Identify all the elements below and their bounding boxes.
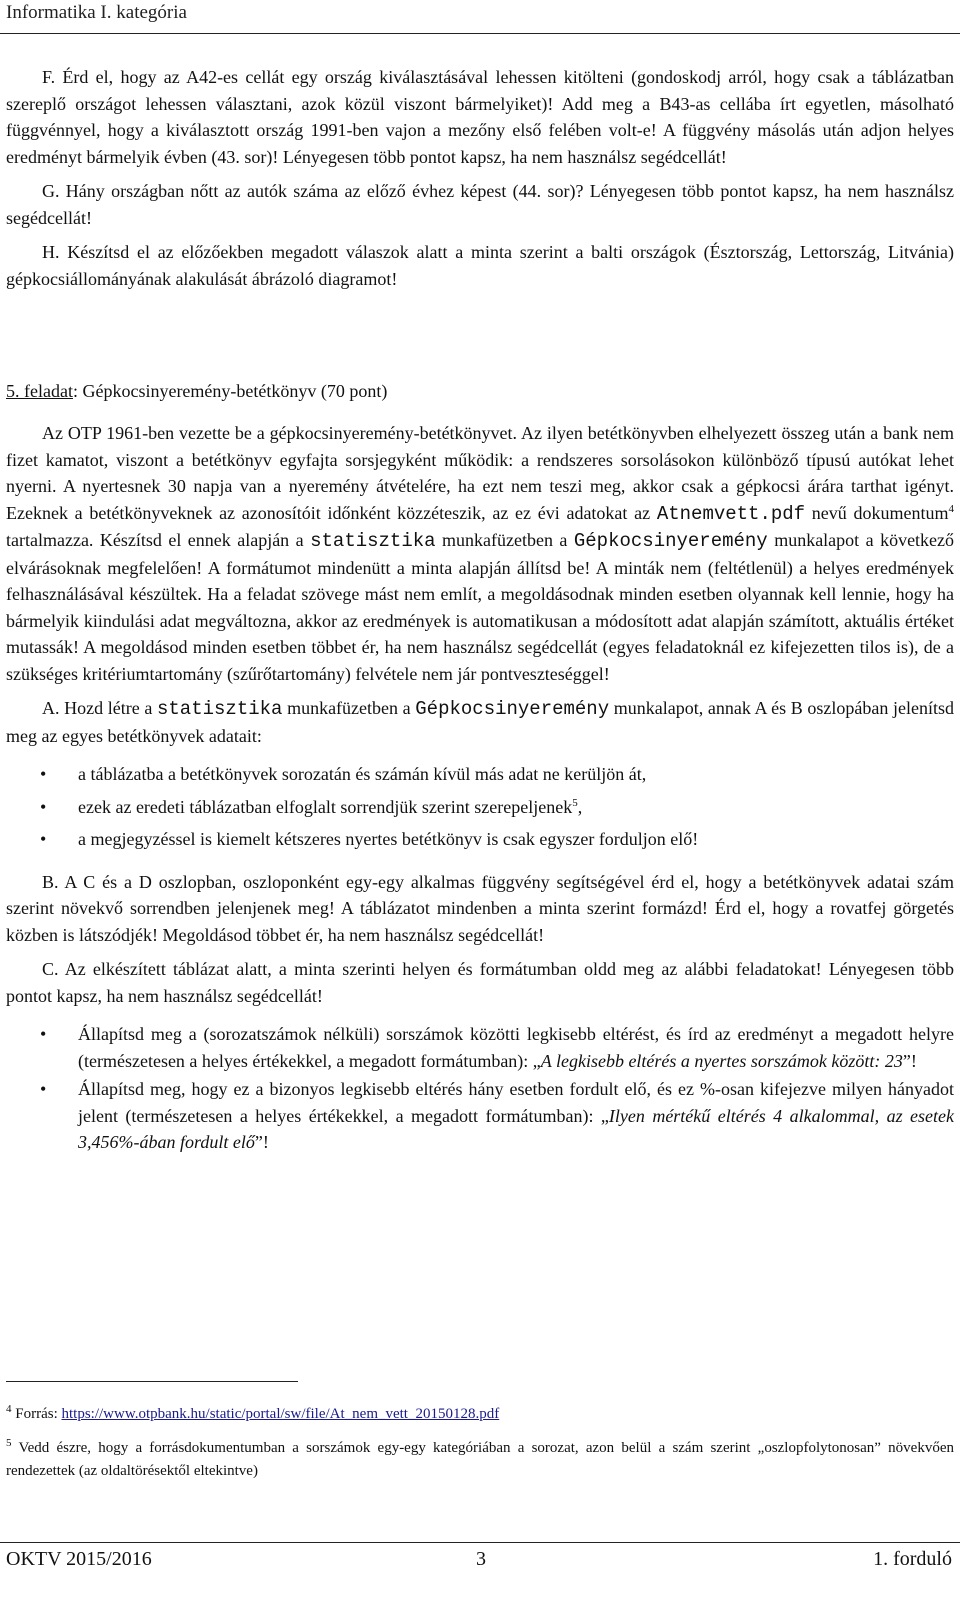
intro-sheet-name: Gépkocsinyeremény [573, 530, 768, 552]
task-a-text-3: munkalapot, annak A és B oszlopában jelenítsd meg az egyes betétkönyvek adatait: [6, 698, 955, 746]
task-a-text-2: munkafüzetben a [287, 698, 411, 718]
list-item [6, 1076, 954, 1156]
list-item [6, 761, 954, 788]
footer-divider [0, 1542, 960, 1543]
task-c-list [6, 1021, 954, 1156]
footer-right: 1. forduló [873, 1548, 952, 1570]
intro-text-5: munkalapot a következő elvárásoknak megfelelően! A formátumot mindenütt a minta alapján állítsd be! A minták nem (feltétlenül) a helyes eredmények felhasználásával készültek. Ha a feladat szövege mást nem említ, a megoldásodnak minden esetben olyannak kell lennie, hogy ha bármelyik kiindulási adat megváltozna, akkor az eredmények is automatikusan a módosított adat alapján számított, aktuális értéket mutassák! A megoldásod minden esetben többet ér, ha nem használsz segédcellát (egyes feladatoknál ez kifejezetten tilos is), de a szükséges kritériumtartomány (szűrőtartomány) felvétele nem jár pontveszteséggel! [6, 530, 955, 684]
footnote-ref-5: 5 [572, 796, 578, 809]
list-item [6, 794, 954, 821]
list-item-text: Állapítsd meg, hogy ez a bizonyos legkisebb eltérés hány esetben fordult elő, és ez %-osan kifejezve milyen hányadot jelent (természetesen a helyes értékekkel, a megadott formátumban): „ [78, 1079, 954, 1126]
list-item-punct: ”! [902, 1050, 917, 1071]
source-link[interactable]: https://www.otpbank.hu/static/portal/sw/file/At_nem_vett_20150128.pdf [61, 1406, 500, 1422]
intro-text-3: tartalmazza. Készítsd el ennek alapján a [6, 530, 304, 550]
task5-label: 5. feladat [6, 381, 73, 401]
footnote-text: Vedd észre, hogy a forrásdokumentumban a sorszámok egy-egy kategóriában a sorozat, azon belül a szám szerint „oszlopfolytonosan” növekvően rendezettek (az oldaltörésektől eltekintve) [6, 1440, 954, 1479]
list-item [6, 1021, 954, 1074]
task-a-list [6, 761, 954, 853]
footer-left: OKTV 2015/2016 [6, 1548, 152, 1570]
task-g-paragraph: G. Hány országban nőtt az autók száma az előző évhez képest (44. sor)? Lényegesen több pontot kapsz, ha nem használsz segédcellát! [6, 181, 954, 228]
page-number: 3 [476, 1548, 486, 1570]
task5-heading [6, 378, 954, 404]
footnote-number: 4 [6, 1403, 12, 1415]
bullet-icon: • [40, 1024, 47, 1044]
bullet-icon: • [40, 796, 47, 817]
footnote-label: Forrás: [15, 1406, 58, 1422]
task5-title: : Gépkocsinyeremény-betétkönyv (70 pont) [72, 381, 388, 401]
footnote-ref-4: 4 [948, 502, 954, 515]
task-a-sheet: Gépkocsinyeremény [415, 698, 610, 720]
bullet-icon: • [40, 829, 47, 849]
footnote-divider [6, 1381, 298, 1382]
section-f-g-h [6, 64, 954, 292]
footnote-number: 5 [6, 1437, 12, 1449]
list-item-text: ezek az eredeti táblázatban elfoglalt sorrendjük szerint szerepeljenek [78, 796, 573, 817]
task-a-paragraph [6, 695, 954, 749]
intro-filename: Atnemvett.pdf [656, 502, 806, 525]
list-item-punct: ”! [254, 1132, 269, 1152]
task-c-paragraph: C. Az elkészített táblázat alatt, a minta szerinti helyen és formátumban oldd meg az alábbi feladatokat! Lényegesen több pontot kapsz, ha nem használsz segédcellát! [6, 959, 954, 1006]
task-a-text: A. Hozd létre a [42, 698, 153, 718]
intro-text-4: munkafüzetben a [442, 530, 568, 550]
task-h-paragraph: H. Készítsd el az előzőekben megadott válaszok alatt a minta szerint a balti országok (Észtország, Lettország, Litvánia) gépkocsiállományának alakulását ábrázoló diagramot! [6, 242, 954, 289]
header-divider [0, 33, 960, 34]
list-item-punct: , [577, 796, 583, 817]
list-item [6, 826, 954, 853]
list-item-example: Ilyen mértékű eltérés 4 alkalommal, az esetek 3,456%-ában fordult elő [78, 1105, 954, 1152]
footnote-5 [6, 1437, 954, 1483]
list-item-example: A legkisebb eltérés a nyertes sorszámok között: 23 [540, 1050, 903, 1071]
intro-text-2: nevű dokumentum [811, 502, 949, 523]
task5-intro [6, 420, 954, 687]
task-a-workbook: statisztika [157, 698, 283, 720]
page-header: Informatika I. kategória [6, 2, 187, 23]
intro-text: Az OTP 1961-ben vezette be a gépkocsinyeremény-betétkönyvet. Az ilyen betétkönyvben elhelyezett összeg után a bank nem fizet kamatot, viszont a betétkönyv egyfajta sorsjegyként működik: a rendszeres sorsolásokon különböző típusú autókat lehet nyerni. A nyertesnek 30 napja van a nyeremény átvételére, ha ezt nem teszi meg, akkor csak a gépkocsi árára tarthat igényt. Ezeknek a betétkönyveknek az azonosítóit időnként közzéteszik, az ez évi adatokat az [6, 423, 954, 523]
task-b-paragraph: B. A C és a D oszlopban, oszloponként egy-egy alkalmas függvény segítségével érd el, hogy a betétkönyvek adatai szám szerint növekvő sorrendben jelenjenek meg! A táblázatot mindenben a minta szerint formázd! Érd el, hogy a rovatfej görgetés közben is látszódjék! Megoldásod többet ér, ha nem használsz segédcellát! [6, 871, 954, 945]
list-item-text: Állapítsd meg a (sorozatszámok nélküli) sorszámok közötti legkisebb eltérést, és írd az eredményt a megadott helyre (természetesen a helyes értékekkel, a megadott formátumban): „ [78, 1024, 954, 1071]
bullet-icon: • [40, 764, 47, 784]
list-item-text: a megjegyzéssel is kiemelt kétszeres nyertes betétkönyv is csak egyszer forduljon elő! [78, 829, 699, 849]
footnote-4 [6, 1403, 954, 1426]
task-f-paragraph: F. Érd el, hogy az A42-es cellát egy ország kiválasztásával lehessen kitölteni (gondoskodj arról, hogy csak a táblázatban szereplő országot lehessen választani, azok közül viszont bármelyiket)! Add meg a B43-as cellába írt egyetlen, másolható függvénnyel, hogy a kiválasztott ország 1991-ben vajon a mezőny első felében volt-e! A függvény másolás után adjon helyes eredményt bármelyik évben (43. sor)! Lényegesen több pontot kapsz, ha nem használsz segédcellát! [6, 67, 954, 167]
task5-body [6, 420, 954, 1156]
intro-workbook-name: statisztika [310, 530, 436, 552]
list-item-text: a táblázatba a betétkönyvek sorozatán és számán kívül más adat ne kerüljön át, [78, 764, 647, 784]
bullet-icon: • [40, 1079, 47, 1099]
